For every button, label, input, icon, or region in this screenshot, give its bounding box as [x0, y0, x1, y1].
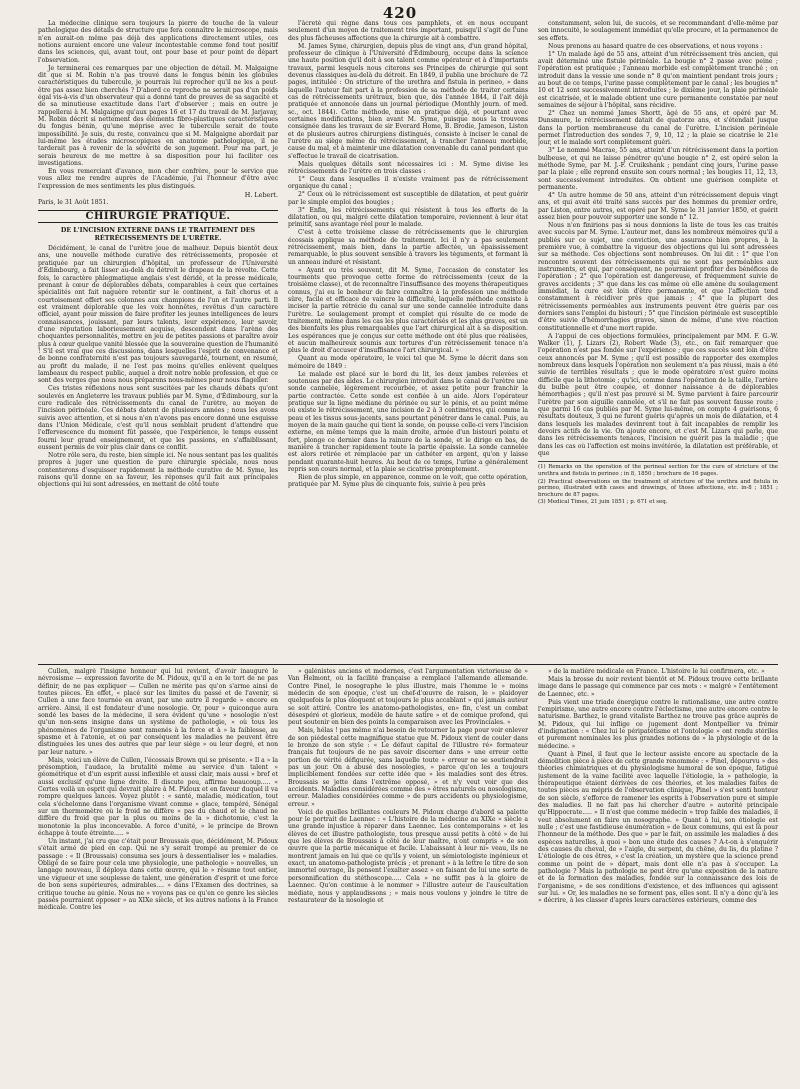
section-title: CHIRURGIE PRATIQUE. [38, 213, 278, 223]
paragraph: « Ayant eu très souvent, dit M. Syme, l'occasion de constater les tourments que provoque cette forme de rétrécissements (ceux de la troisième classe), et de reconnaître l'insuffisance des moyens thérapeutiques connus, j'ai eu le bonheur de faire connaître à la profession une méthode sûre, facile et efficace de vaincre la difficulté, laquelle méthode consiste à inciser la partie rétrécie du canal sur une sonde cannelée introduite dans l'urètre. Le soulagement prompt et complet qui résulte de ce mode de traitement, même dans les cas les plus caractérisés et les plus graves, est un des bienfaits les plus remarquables que l'art chirurgical ait à sa disposition. Les espérances que je conçus sur cette méthode ont été plus que réalisées, et aucun malheureux soumis aux tortures d'un rétrécissement tenace n'a plus le droit d'accuser d'insuffisance l'art chirurgical. » [288, 266, 528, 355]
footnote: (3) Medical Times, 21 juin 1851 ; p. 671 et seq. [538, 499, 668, 506]
lower-column-3 [538, 668, 778, 1080]
footnote: (2) Practical observations on the treatment of stricture of the urethra and fistula in perineo, illustrated with cases and drawings, of those affections, etc. in-8 ; 1851 ; brochure de 87 pages. [538, 478, 778, 498]
paragraph: Mais quelques détails sont nécessaires ici : M. Syme divise les rétrécissements de l'urètre en trois classes : [288, 160, 528, 176]
paragraph: constamment, selon lui, de succès, et se recommandant d'elle-même par son innocuité, le soulagement immédiat qu'elle procure, et la permanence de ses effets. [538, 20, 778, 42]
paragraph: Un instant, j'ai cru que c'était pour Broussais que, décidément, M. Pidoux s'était armé de pied en cap. Qui ne s'y serait trompé au premier de ce passage : « Il (Broussais) consuma ses jours à dessentialiser les » maladies. Obligé de se faire pour cela une physiologie, une pathologie » nouvelles, un langage nouveau, il déploya dans cette œuvre, qui le » résume tout entier, une vigueur et une souplesse de talent, une génération d'esprit et une force de bon sens supérieures, admirables.... » dans l'Examen des doctrines, sa critique touche au génie. Nous ne » voyons pas ce qu'en ce genre les siècles passés pourraient opposer » au XIXe siècle, et les autres nations à la France médicale. Contre les [38, 838, 278, 912]
footnote: (1) Remarks on the operation of the perineal section for the cure of stricture of the urethra and fistula in perineo ; in 8, 1850 ; brochure de 16 pages. [538, 464, 778, 478]
paragraph: 1° Ceux dans lesquelles il n'existe vraiment pas de rétrécissement organique du canal ; [288, 176, 528, 191]
paragraph: Mais la brosse du noir revient bientôt et M. Pidoux trouve cette brillante image dans le passage qui commence par ces mots : « malgré » l'entêtement de Laennec, etc. » [538, 675, 778, 698]
lower-column-2 [288, 668, 528, 1080]
upper-columns [38, 20, 778, 660]
paragraph: A l'appui de ces objections formulées, principalement par MM. F. G.-W. Walker (1), J. Lizars (2), Robert Wade (3), etc., on fait remarquer que l'opération n'est pas fondée sur l'expérience ; que ces succès sont loin d'être ceux annoncés par M. Syme ; qu'il est possible de rapporter des exemples nombreux dans lesquels l'opération non seulement n'a pas réussi, mais a été suivie de terribles résultats ; que le mode opératoire n'est guère moins difficile que la lithotomie ; qu'ici, comme dans l'opération de la taille, l'artère du bulbe peut être coupée, et donner naissance à de déplorables hémorrhagies ; qu'il n'est pas prouvé si M. Syme parvient à faire parcourir l'urètre par son aiguille cannelée, et s'il ne fait pas souvent fausse route ; que parmi 16 cas publiés par M. Syme lui-même, on compte 4 guérisons, 6 résultats douteux, 3 qui ne furent guéris qu'après un mois de dilatation, et 4 dans lesquels les malades devinrent tout à fait incapables de remplir les devoirs actifs de la vie. On ajoute encore, et c'est M. Lizars qui parle, que dans les rétrécissements tenaces, l'incision ne guérit pas la maladie ; que dans les cas où l'affection est moins invétérée, la dilatation est préférable, et que [538, 332, 778, 458]
paragraph: 4° Un autre homme de 50 ans, atteint d'un rétrécissement depuis vingt ans, et qui avait été traité sans succès par des hommes du premier ordre, par Liston, entre autres, est opéré par M. Syme le 31 janvier 1850, et guérit assez bien pour pouvoir supporter une sonde n° 12. [538, 191, 778, 221]
paragraph: Cullen, malgré l'insigne honneur qui lui revient, d'avoir inauguré le névrosisme — expression favorite de M. Pidoux, qu'il a en le tort de ne pas définir, de ne pas expliquer — Cullen ne mérite pas qu'on s'arme ainsi de toutes pièces. En effet, « placé sur les limites du passé et de l'avenir, si Cullen a une face tournée en avant, par une autre il regarde » encore en arrière. Ainsi, il est fondateur d'une nosologie. Or, pour » quiconque aura sondé les bases de la médecine, il sera évident qu'une » nosologie n'est qu'un non-sens insigne dans un système de pathologie, » où tous les phénomènes de l'organisme sont ramenés à la force et à » la faiblesse, au spasme et à l'atonie, et où par conséquent les maladies ne peuvent être distinguées les unes des autres que par leur siège » ou leur degré, et non par leur nature. » [38, 668, 278, 756]
article-title: DE L'INCISION EXTERNE DANS LE TRAITEMENT DES RÉTRÉCISSEMENTS DE L'URÈTRE. [60, 227, 256, 242]
column-2 [288, 20, 528, 660]
paragraph: 1° Un malade âgé de 55 ans, atteint d'un rétrécissement très ancien, qui avait déterminé une fistule périnéale. La bougie n° 2 passe avec peine ; l'opération est pratiquée ; l'anneau morbide est complètement tranché ; on introduit dans la vessie une sonde n° 8 qu'on maintient pendant trois jours ; au bout de ce temps, l'urine passe complètement par le canal ; les bougies n° 10 et 12 sont successivement introduites ; le dixième jour, la plaie périnéale est cicatrisée, et le malade obtient une cure permanente constatée par neuf semaines de séjour à l'hôpital, sans récidive. [538, 50, 778, 109]
paragraph: En vous remerciant d'avance, mon cher confrère, pour le service que vous allez me rendre auprès de l'Académie, j'ai l'honneur d'être avec l'expression de mes sentiments les plus distingués. [38, 168, 278, 190]
lower-column-2-paragraphs [288, 668, 528, 904]
paragraph: Notre rôle sera, du reste, bien simple ici. Ne nous sentant pas les qualités propres à juger une question de pure chirurgie spéciale, nous nous contenterons d'esquisser rapidement la méthode curative de M. Syme, les raisons qu'il donne en sa faveur, les réponses qu'il fait aux principales objections qui lui sont adressées, en mettant de côté toute [38, 451, 278, 489]
paragraph: Décidément, le canal de l'urètre joue de malheur. Depuis bientôt deux ans, une nouvelle méthode curative des rétrécissements, proposée et pratiquée par un chirurgien d'hôpital, un professeur de l'Université d'Édimbourg, a fait lisser au-delà du détroit le drapeau de la révolte. Cette fois, le caractère phlegmatique anglais s'est déridé, et la presse médicale, prenant à cœur de déplorables débats, comparables à ceux que certaines spécialités ont fait naguère retentir sur le continent, a fait chorus et a courtoisement offert ses colonnes aux champions de l'un et l'autre parti. Il est vraiment déplorable que les voix honnêtes, revêtus d'un caractère officiel, ayant pour mission de faire profiter les jeunes intelligences de leurs connaissances, jouissant, par leurs talents, leur expérience, leur savoir, d'une réputation laborieusement acquise, descendent dans l'arène des choquantes personnalités, mettre en jeu de petites passions et paraître avoir plus à cœur quelque vanité blessée que la souveraine question de l'humanité ! S'il est vrai que ces discussions, dans lesquelles l'esprit de convenance et de bonne confraternité n'est pas toujours sauvegardé, tournent, en résumé, au profit du malade, il ne l'est pas moins qu'elles enlèvent quelques lambeaux du respect public, auquel a droit notre noble profession, et que ce sont des verges que nous nous préparons nous-mêmes pour nous flageller. [38, 245, 278, 385]
dateline: Paris, le 31 Août 1851. [38, 199, 109, 207]
lower-columns [38, 668, 778, 1080]
column-1 [38, 20, 278, 660]
signature: H. Lebert. [244, 191, 278, 200]
paragraph: » de la matière médicale en France. L'histoire le lui confirmera, etc. » [548, 668, 765, 675]
paragraph: » galénistes anciens et modernes, c'est l'argumentation victorieuse de » Van Helmont, où la facilité française a remplacé l'allemande allemande. Contre Pinel, le nosographe le plus illustre, mais l'homme le » moins médecin de son époque, c'est un chef-d'œuvre de raison, le » plaidoyer quelquefois le plus éloquent et toujours le plus accablant » qui jamais auteur se soit attiré. Contre les anatomo-pathologistes, en» fin, c'est un combat désespéré et glorieux, modèle de haute satire » et de comique profond, qui peut soutenir en bien des points la comparaison avec les Provinciales. » [288, 668, 528, 727]
paragraph: Nous prenons au hasard quatre de ces observations, et nous voyons : [548, 42, 763, 50]
column-2-paragraphs [288, 20, 528, 489]
paragraph: Voici de quelles brillantes couleurs M. Pidoux charge d'abord sa palette pour le portrait de Laennec : « L'histoire de la médecine au XIXe » siècle a une grande injustice à réparer dans Laennec. Les contemporains » et les élèves de cet illustre pathologiste, tous presque aussi petits à côté » de lui que les élèves de Broussais à côté de leur maître, n'ont compris » de son œuvre que la partie mécanique et facile. L'abaissant à leur ni» veau, ils ne montrent jamais en lui que ce qu'ils y voient, un sémiotologiste ingénieux et exact, un anatomo-pathologiste précis ; et prenant » à la lettre le titre de son immortel ouvrage, ils pensent l'exalter assez » en faisant de lui une sorte de personnification du stéthoscope..... Cela » ne suffit pas à la gloire de Laennec. Qu'on continue à le nommer » l'illustre auteur de l'auscultation médiate, nous y applaudissons ; » mais nous voulons y joindre le titre de restaurateur de la nosologie et [288, 808, 528, 904]
footnotes [538, 461, 778, 506]
paragraph: Nous n'en finirions pas si nous donnions la liste de tous les cas traités avec succès par M. Syme. L'auteur met, dans les nombreux mémoires qu'il a publiés sur ce sujet, une conviction, une assurance bien propres, à la première vue, à combattre la vigueur des objections qui lui sont adressées sur sa méthode. Ces objections sont nombreuses. On lui dit : 1° que l'on rencontre souvent des rétrécissements qui ne sont pas perméables aux instruments, et qui, par conséquent, ne pourraient profiter des bénéfices de l'opération ; 2° que l'opération est dangereuse, et fréquemment suivie de graves accidents ; 3° que dans les cas même où elle amène du soulagement immédiat, la cure est loin d'être permanente, et que l'affection tend constamment à récidiver près que jamais ; 4° que la plupart des rétrécissements perméables aux instruments peuvent être guéris par ces derniers sans l'emploi du bistouri ; 5° que l'incision périnéale est susceptible d'être suivie d'hémorrhagies graves, sinon de même, d'une vive réaction constitutionnelle et d'une mort rapide. [538, 221, 778, 332]
paragraph: 3° Le nommé Macrae, 55 ans, atteint d'un rétrécissement dans la portion bulbeuse, et qui ne laisse pénétrer qu'une bougie n° 2, est opéré selon la méthode Syme, par M. J.-F. Cruikshank ; pendant cinq jours, l'urine passe par la plaie ; elle reprend ensuite son cours normal ; les bougies 11, 12, 13, sont successivement introduites. On obtient une guérison complète et permanente. [538, 147, 778, 191]
paragraph: Mais, hélas ! pas même n'ai besoin de retourner la page pour voir enlever de son piédestal cette magnifique statue que M. Pidoux vient de couler dans le bronze de son style : « Le défaut capital de l'illustre ré» formateur français fut toujours de ne pas savoir discerner dans » une erreur cette portion de vérité défigurée, sans laquelle toute » erreur ne se soutiendrait pas un jour. On a abusé des nosologies, » parce qu'on les a toujours impliciblement fondées sur cette idée que » les maladies sont des êtres. Broussais se jette dans l'extrême opposé, » et n'y veut voir que des accidents. Maladies considérées comme des » êtres naturels ou nosologisme, erreur. Maladies considérées comme » de purs accidents ou physiologisme, erreur. » [288, 727, 528, 808]
paragraph: Le malade est placé sur le bord du lit, les deux jambes relevées et soutenues par des aides. Le chirurgien introduit dans le canal de l'urètre une sonde cannelée, légèrement recourbée, et assez petite pour franchir la partie contractée. Cette sonde est confiée à un aide. Alors l'opérateur pratique sur la ligne médiane du périnée ou sur le pénis, et au point même où existe le rétrécissement, une incision de 2 à 3 centimètres, qui comme la peau et les tissus sous-jacents, sans pourtant pénétrer dans le canal. Puis, au moyen de la main gauche qui tient la sonde, on pousse celle-ci vers l'incision externe, en même temps que la main droite, armée d'un bistouri pointu et fort, plonge ce dernier dans la rainure de la sonde, et le dirige en bas, de manière à trancher rapidement toute la partie épaissie. La sonde cannelée est alors retirée et remplacée par un cathéter en argent, qu'on y laisse pendant quarante-huit heures. Au bout de ce temps, l'urine a généralement repris son cours normal, et la plaie se cicatrise promptement. [288, 370, 528, 473]
paragraph: Ces tristes réflexions nous sont suscitées par les chauds débats qu'ont soulevés en Angleterre les travaux publiés par M. Syme, d'Édimbourg, sur la cure radicale des rétrécissements du canal de l'urètre, au moyen de l'incision périnéale. Ces débats datent de plusieurs années ; nous les avons suivis avec attention, et si nous n'en n'avons pas encore donné une esquisse dans l'Union Médicale, c'est qu'il nous semblait prudent d'attendre que l'effervescence du moment fût passée, que l'expérience, le temps eussent fourni leur grand enseignement, et que les passions, en s'affaiblissant, eussent permis de voir plus clair dans ce conflit. [38, 385, 278, 451]
column-3-paragraphs [538, 20, 778, 457]
paragraph: 3° Enfin, les rétrécissements qui résistent à tous les efforts de la dilatation, ou qui, malgré cette dilatation temporaire, reviennent à leur état primitif, sans avantage réel pour le malade. [288, 206, 528, 229]
paragraph: 2° Ceux où le rétrécissement est susceptible de dilatation, et peut guérir par le simple emploi des bougies ; [288, 191, 528, 206]
paragraph: 2° Chez un nommé James Shortt, âgé de 55 ans, et opéré par M. Dunsmure, le rétrécissement datait de quatorze ans, et s'étendait jusque dans la portion membraneuse du canal de l'urètre. L'incision périnéale permet l'introduction des sondes 7, 9, 10, 12 ; la plaie se cicatrise le 21e jour, et le malade sort complètement guéri. [538, 109, 778, 147]
lower-column-1 [38, 668, 278, 1080]
lower-column-1-paragraphs [38, 668, 278, 912]
paragraph: Quant au mode opératoire, le voici tel que M. Syme le décrit dans son mémoire de 1849 : [288, 355, 528, 370]
column-3 [538, 20, 778, 660]
paragraph: C'est à cette troisième classe de rétrécissements que le chirurgien écossais applique sa méthode de traitement. Ici il n'y a pas seulement rétrécissement, mais bien, dans la partie affectée, un épaississement remarquable, le plus souvent sensible à travers les téguments, et formant là un anneau induré et résistant. [288, 229, 528, 266]
paragraph: Quant à Pinel, il faut que le lecteur assiste encore au spectacle de la démolition pièce à pièce de cette grande renommée : « Pinel, dépourvu » des théories chimiatriques et du physiologisme humoral de son époque, fatigué justement de la vaine facilité avec laquelle l'étiologie, la » pathologie, la thérapeutique étaient dérivées de ces théories, et les maladies faites de toutes pièces au mépris de l'observation clinique, Pinel » s'est senti honteur de son siècle, s'efforce de ramener les esprits à l'observation pure et simple des maladies. Il ne fait pas lui chercher d'autre » autorité principale qu'Hippocrate..... » Il n'est que comme médecin » trop faible des maladies, il veut absolument en faire un nosographe. » Quant à lui, son étiologie est nulle ; c'est une fastidieuse énumération » de lieux communs, qui est là pour l'honneur de la méthode. Des que » par le fait, on assimile les maladies à des espèces naturelles, à quoi » bon une étude des causes ? A-t-on à s'enquérir des causes du cheval, de » l'aigle, du serpent, du chêne, du lis, du platine ? L'étiologie de ces êtres, » c'est la création, un mystère que la science prend comme un point de » départ, mais dont elle n'a pas à s'occuper. La pathologie ? Mais la pathologie ne peut être qu'une exposition de la nature et de la formation des maladies, fondée sur la connaissance des lois de l'organisme, » de ses conditions d'existence, et des influences qui agissent sur lui. » Or, les maladies ne se forment pas, elles sont. Il n'y a donc qu'à les » décrire, à les classer d'après leurs caractères extérieurs, comme des [538, 750, 778, 905]
page-number: 420 [382, 4, 418, 22]
paragraph: Je terminerai ces remarques par une objection de détail. M. Malgaigne dit que si M. Robin n'a pas trouvé dans le fongus bénin les globules caractéristiques du tubercule, je pourrais lui reprocher qu'il ne les a peut-être pas assez bien cherchés ? D'abord ce reproche ne serait pas d'un poids égal vis-à-vis d'un observateur qui a donné tant de preuves de sa sagacité et de sa minutieuse exactitude dans l'art d'observer ; mais en outre je rappellerai à M. Malgaigne qu'aux pages 16 et 17 du travail de M. Jarjavay, M. Robin décrit si nettement des éléments fibro-plastiques caractéristiques du fongus bénin, qu'une méprise avec le tubercule serait de toute impossibilité. Je suis, du reste, convaincu que si M. Malgaigne abordait par lui-même les études microscopiques en anatomie pathologique, il ne tarderait pas à revenir de la sévérité de son jugement. Pour ma part, je serais heureux de me mettre à sa disposition pour lui faciliter ces investigations. [38, 64, 278, 168]
horizontal-divider [38, 664, 778, 665]
paragraph: Mais, voici un élève de Cullen, l'écossais Brown qui se présente. « Il a » la présomption, l'audace, la brutalité même au service d'un talent » géométrique et d'un esprit aussi inflexible et aussi clair, mais aussi » bref et aussi exclusif qu'une ligne droite. Il discute peu, affirme beaucoup..... « Certes voilà un esprit qui devrait plaire à M. Pidoux et en faveur duquel il va rompre quelques lances. Voyez plutôt : « santé, maladie, médication, tout cela s'échelonne dans l'organisme vivant comme » glace, tempéré, Sénégal sur un thermomètre où le froid ne diffère » pas du chaud et le chaud ne diffère du froid que par la plus ou moins de la » dichotomie, c'est la monotonie la plus inconcevable. A force d'unité, » le principe de Brown échappe à toute étreinte..... » [38, 756, 278, 838]
paragraph: Rien de plus simple, en apparence, comme on le voit, que cette opération, pratiquée par M. Syme plus de cinquante fois, suivie à peu près [288, 473, 528, 489]
paragraph: Puis vient une triade énergique contre le rationalisme, une autre contre l'empirisme, une autre encore contre l'éclectisme, une autre encore contre le naturisme. Barthez, le grand vitaliste Barthez ne trouve pas grâce auprès de M. Pidoux, qui lui inflige ce jugement dont Montpellier va frémir d'indignation : « Chez lui le péripatétisme et l'ontologie » ont rendu stériles et purement nominales les plus grandes notions de » la physiologie et de la médecine. » [538, 698, 778, 750]
lower-column-3-paragraphs [538, 668, 778, 905]
letter-paragraphs [38, 20, 278, 190]
paragraph: M. James Syme, chirurgien, depuis plus de vingt ans, d'un grand hôpital, professeur de clinique à l'Université d'Édimbourg, occupe dans la science une haute position qu'il doit à son talent comme opérateur et à d'importants travaux, parmi lesquels nous citerons ses Principes de chirurgie qui sont devenus classiques au-delà du détroit. En 1849, il publia une brochure de 72 pages, intitulée : On stricture of the urethra and fistula in perineo, » dans laquelle l'auteur fait part à la profession de sa méthode de traiter certains cas de rétrécissements urétraux, bien que, dès l'année 1844, il l'ait déjà pratiquée et annoncée dans un journal périodique (Monthly journ. of med. sc., oct. 1844). Cette méthode, mise en pratique déjà, et pourtant avec certaines modifications, bien avant M. Syme, puisque nous la trouvons consignée dans les travaux de sir Everard Home, B. Brodie, Jameson, Liston et de plusieurs autres chirurgiens distingués, consiste à inciser le canal de l'urètre au siège même du rétrécissement, à trancher l'anneau morbide, cause du mal, et à maintenir une dilatation convenable du canal pendant que s'effectue le travail de cicatrisation. [288, 42, 528, 160]
paragraph: l'âcreté qui règne dans tous ces pamphlets, et en nous occupant seulement d'un moyen de traitement très important, puisqu'il s'agit de l'une des plus fâcheuses affections que la chirurgie ait à combattre. [288, 20, 528, 42]
article-paragraphs [38, 245, 278, 489]
paragraph: La médecine clinique sera toujours la pierre de touche de la valeur pathologique des détails de structure que fera connaître le microscope, mais n'en aurait-on même pas déjà des applications directement utiles, ces notions auraient encore une valeur incontestable comme fond tout positif dans les sciences, qui, avant tout, ont pour base et pour point de départ l'observation. [38, 20, 278, 64]
